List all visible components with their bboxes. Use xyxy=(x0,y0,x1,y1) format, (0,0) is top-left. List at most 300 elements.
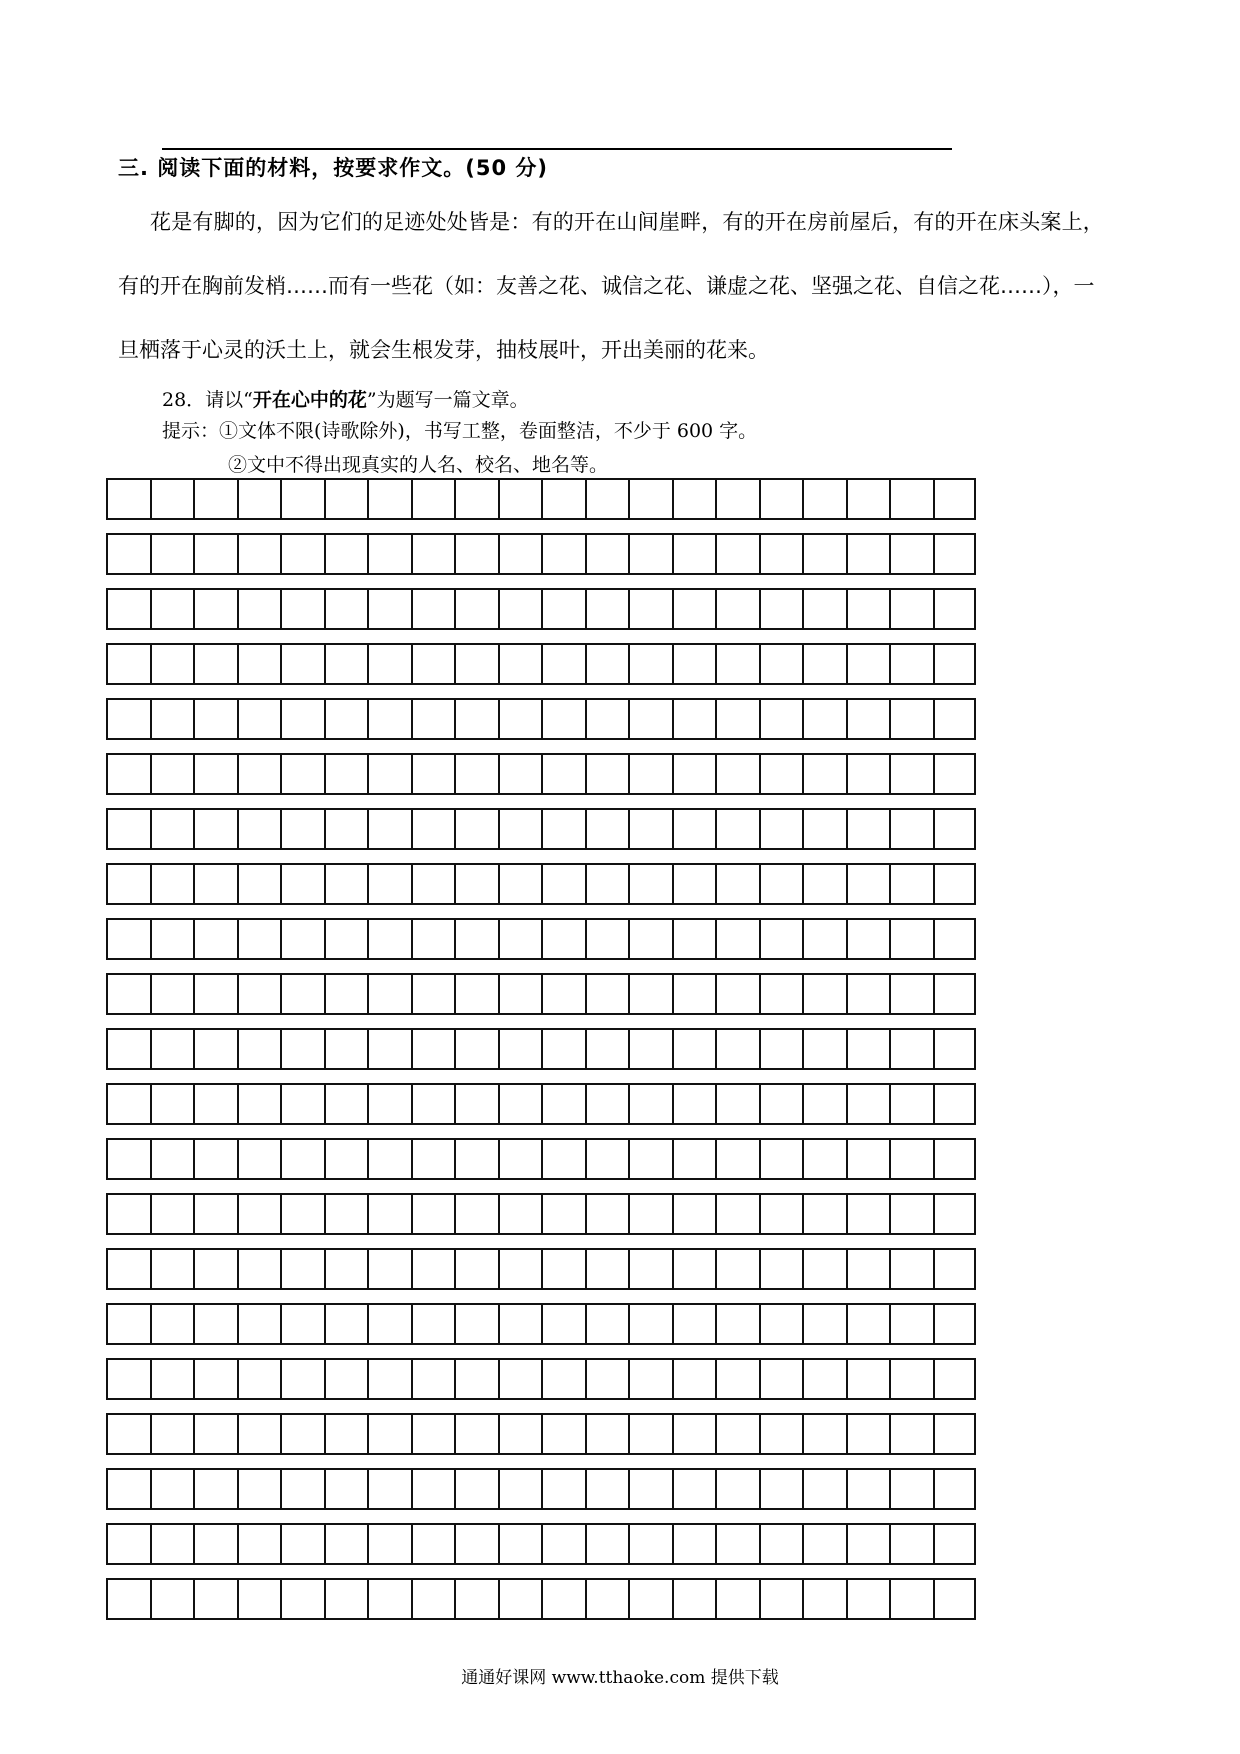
grid-cell[interactable] xyxy=(280,918,324,960)
grid-cell[interactable] xyxy=(628,863,672,905)
grid-cell[interactable] xyxy=(498,1523,542,1565)
grid-cell[interactable] xyxy=(802,918,846,960)
grid-cell[interactable] xyxy=(280,753,324,795)
grid-cell[interactable] xyxy=(498,863,542,905)
grid-cell[interactable] xyxy=(411,1468,455,1510)
grid-cell[interactable] xyxy=(715,1193,759,1235)
grid-cell[interactable] xyxy=(628,1138,672,1180)
grid-cell[interactable] xyxy=(193,1358,237,1400)
grid-cell[interactable] xyxy=(672,1083,716,1125)
grid-cell[interactable] xyxy=(759,478,803,520)
grid-cell[interactable] xyxy=(585,1303,629,1345)
grid-cell[interactable] xyxy=(759,643,803,685)
grid-cell[interactable] xyxy=(759,753,803,795)
grid-cell[interactable] xyxy=(672,1303,716,1345)
grid-cell[interactable] xyxy=(106,1523,150,1565)
grid-cell[interactable] xyxy=(237,1028,281,1070)
grid-cell[interactable] xyxy=(585,1248,629,1290)
grid-cell[interactable] xyxy=(498,1303,542,1345)
grid-cell[interactable] xyxy=(106,808,150,850)
grid-cell[interactable] xyxy=(759,1028,803,1070)
grid-cell[interactable] xyxy=(585,1028,629,1070)
grid-cell[interactable] xyxy=(498,1138,542,1180)
grid-cell[interactable] xyxy=(324,1138,368,1180)
grid-cell[interactable] xyxy=(193,863,237,905)
grid-cell[interactable] xyxy=(889,1193,933,1235)
grid-cell[interactable] xyxy=(411,863,455,905)
answer-grid[interactable] xyxy=(106,478,978,1633)
grid-cell[interactable] xyxy=(585,1193,629,1235)
grid-cell[interactable] xyxy=(106,643,150,685)
grid-cell[interactable] xyxy=(237,1413,281,1455)
grid-cell[interactable] xyxy=(628,1028,672,1070)
grid-cell[interactable] xyxy=(454,1193,498,1235)
grid-cell[interactable] xyxy=(933,1248,977,1290)
grid-cell[interactable] xyxy=(237,1248,281,1290)
grid-cell[interactable] xyxy=(280,1303,324,1345)
grid-cell[interactable] xyxy=(280,533,324,575)
grid-cell[interactable] xyxy=(715,643,759,685)
grid-cell[interactable] xyxy=(802,753,846,795)
grid-cell[interactable] xyxy=(411,973,455,1015)
grid-cell[interactable] xyxy=(193,1193,237,1235)
grid-cell[interactable] xyxy=(541,1578,585,1620)
grid-cell[interactable] xyxy=(367,588,411,630)
grid-cell[interactable] xyxy=(454,1303,498,1345)
grid-cell[interactable] xyxy=(367,808,411,850)
grid-cell[interactable] xyxy=(280,588,324,630)
grid-cell[interactable] xyxy=(411,1193,455,1235)
grid-cell[interactable] xyxy=(715,863,759,905)
grid-cell[interactable] xyxy=(889,533,933,575)
grid-cell[interactable] xyxy=(715,918,759,960)
grid-cell[interactable] xyxy=(715,753,759,795)
grid-cell[interactable] xyxy=(889,808,933,850)
grid-cell[interactable] xyxy=(933,1028,977,1070)
grid-cell[interactable] xyxy=(411,1578,455,1620)
grid-cell[interactable] xyxy=(150,588,194,630)
grid-cell[interactable] xyxy=(193,1083,237,1125)
grid-cell[interactable] xyxy=(454,1413,498,1455)
grid-cell[interactable] xyxy=(759,588,803,630)
grid-cell[interactable] xyxy=(759,808,803,850)
grid-cell[interactable] xyxy=(628,1578,672,1620)
grid-cell[interactable] xyxy=(193,1578,237,1620)
grid-cell[interactable] xyxy=(106,698,150,740)
grid-cell[interactable] xyxy=(106,973,150,1015)
grid-cell[interactable] xyxy=(237,1138,281,1180)
grid-cell[interactable] xyxy=(498,1413,542,1455)
grid-cell[interactable] xyxy=(541,918,585,960)
grid-cell[interactable] xyxy=(759,1083,803,1125)
grid-cell[interactable] xyxy=(150,1413,194,1455)
grid-cell[interactable] xyxy=(367,1028,411,1070)
grid-cell[interactable] xyxy=(454,1523,498,1565)
grid-cell[interactable] xyxy=(672,1413,716,1455)
grid-cell[interactable] xyxy=(846,1413,890,1455)
grid-cell[interactable] xyxy=(193,753,237,795)
grid-cell[interactable] xyxy=(933,1358,977,1400)
grid-cell[interactable] xyxy=(802,1413,846,1455)
grid-cell[interactable] xyxy=(759,863,803,905)
grid-cell[interactable] xyxy=(280,1578,324,1620)
grid-cell[interactable] xyxy=(585,918,629,960)
grid-cell[interactable] xyxy=(715,588,759,630)
grid-cell[interactable] xyxy=(193,533,237,575)
grid-cell[interactable] xyxy=(411,753,455,795)
grid-cell[interactable] xyxy=(367,753,411,795)
grid-cell[interactable] xyxy=(585,1083,629,1125)
grid-cell[interactable] xyxy=(889,1468,933,1510)
grid-cell[interactable] xyxy=(367,863,411,905)
grid-cell[interactable] xyxy=(367,1303,411,1345)
grid-cell[interactable] xyxy=(106,1083,150,1125)
grid-cell[interactable] xyxy=(324,1468,368,1510)
grid-cell[interactable] xyxy=(759,918,803,960)
grid-cell[interactable] xyxy=(802,1468,846,1510)
grid-cell[interactable] xyxy=(193,1413,237,1455)
grid-cell[interactable] xyxy=(628,1193,672,1235)
grid-cell[interactable] xyxy=(280,1248,324,1290)
grid-cell[interactable] xyxy=(585,698,629,740)
grid-cell[interactable] xyxy=(498,533,542,575)
grid-cell[interactable] xyxy=(324,1578,368,1620)
grid-cell[interactable] xyxy=(498,1248,542,1290)
grid-cell[interactable] xyxy=(237,808,281,850)
grid-cell[interactable] xyxy=(672,533,716,575)
grid-cell[interactable] xyxy=(106,1578,150,1620)
grid-cell[interactable] xyxy=(889,1523,933,1565)
grid-cell[interactable] xyxy=(759,1193,803,1235)
grid-cell[interactable] xyxy=(541,1028,585,1070)
grid-cell[interactable] xyxy=(237,588,281,630)
grid-cell[interactable] xyxy=(759,1358,803,1400)
grid-cell[interactable] xyxy=(411,1523,455,1565)
grid-cell[interactable] xyxy=(802,533,846,575)
grid-cell[interactable] xyxy=(672,588,716,630)
grid-cell[interactable] xyxy=(715,1138,759,1180)
grid-cell[interactable] xyxy=(541,1523,585,1565)
grid-cell[interactable] xyxy=(846,643,890,685)
grid-cell[interactable] xyxy=(367,1248,411,1290)
grid-cell[interactable] xyxy=(628,753,672,795)
grid-cell[interactable] xyxy=(411,1028,455,1070)
grid-cell[interactable] xyxy=(541,478,585,520)
grid-cell[interactable] xyxy=(193,478,237,520)
grid-cell[interactable] xyxy=(193,1303,237,1345)
grid-cell[interactable] xyxy=(933,1138,977,1180)
grid-cell[interactable] xyxy=(498,1468,542,1510)
grid-cell[interactable] xyxy=(672,1138,716,1180)
grid-cell[interactable] xyxy=(541,863,585,905)
grid-cell[interactable] xyxy=(237,1303,281,1345)
grid-cell[interactable] xyxy=(324,478,368,520)
grid-cell[interactable] xyxy=(541,1193,585,1235)
grid-cell[interactable] xyxy=(498,1578,542,1620)
grid-cell[interactable] xyxy=(715,1358,759,1400)
grid-cell[interactable] xyxy=(541,808,585,850)
grid-cell[interactable] xyxy=(454,643,498,685)
grid-cell[interactable] xyxy=(193,918,237,960)
grid-cell[interactable] xyxy=(715,1303,759,1345)
grid-cell[interactable] xyxy=(106,918,150,960)
grid-cell[interactable] xyxy=(585,1468,629,1510)
grid-cell[interactable] xyxy=(324,1358,368,1400)
grid-cell[interactable] xyxy=(889,698,933,740)
grid-cell[interactable] xyxy=(367,698,411,740)
grid-cell[interactable] xyxy=(454,753,498,795)
grid-cell[interactable] xyxy=(106,1358,150,1400)
grid-cell[interactable] xyxy=(541,1303,585,1345)
grid-cell[interactable] xyxy=(106,588,150,630)
grid-cell[interactable] xyxy=(933,1083,977,1125)
grid-cell[interactable] xyxy=(802,1358,846,1400)
grid-cell[interactable] xyxy=(106,1248,150,1290)
grid-cell[interactable] xyxy=(715,1523,759,1565)
grid-cell[interactable] xyxy=(933,863,977,905)
grid-cell[interactable] xyxy=(585,973,629,1015)
grid-cell[interactable] xyxy=(541,1138,585,1180)
grid-cell[interactable] xyxy=(280,973,324,1015)
grid-cell[interactable] xyxy=(846,1578,890,1620)
grid-cell[interactable] xyxy=(889,1578,933,1620)
grid-cell[interactable] xyxy=(150,1193,194,1235)
grid-cell[interactable] xyxy=(106,1468,150,1510)
grid-cell[interactable] xyxy=(280,643,324,685)
grid-cell[interactable] xyxy=(324,533,368,575)
grid-cell[interactable] xyxy=(324,1413,368,1455)
grid-cell[interactable] xyxy=(324,1193,368,1235)
grid-cell[interactable] xyxy=(802,1138,846,1180)
grid-cell[interactable] xyxy=(889,1248,933,1290)
grid-cell[interactable] xyxy=(759,1138,803,1180)
grid-cell[interactable] xyxy=(324,1248,368,1290)
grid-cell[interactable] xyxy=(280,698,324,740)
grid-cell[interactable] xyxy=(889,753,933,795)
grid-cell[interactable] xyxy=(889,478,933,520)
grid-cell[interactable] xyxy=(193,698,237,740)
grid-cell[interactable] xyxy=(889,588,933,630)
grid-cell[interactable] xyxy=(280,808,324,850)
grid-cell[interactable] xyxy=(672,1028,716,1070)
grid-cell[interactable] xyxy=(498,808,542,850)
grid-cell[interactable] xyxy=(846,1028,890,1070)
grid-cell[interactable] xyxy=(846,973,890,1015)
grid-cell[interactable] xyxy=(454,1358,498,1400)
grid-cell[interactable] xyxy=(150,1138,194,1180)
grid-cell[interactable] xyxy=(498,973,542,1015)
grid-cell[interactable] xyxy=(541,643,585,685)
grid-cell[interactable] xyxy=(150,1028,194,1070)
grid-cell[interactable] xyxy=(715,1578,759,1620)
grid-cell[interactable] xyxy=(454,1468,498,1510)
grid-cell[interactable] xyxy=(846,863,890,905)
grid-cell[interactable] xyxy=(715,973,759,1015)
grid-cell[interactable] xyxy=(280,1523,324,1565)
grid-cell[interactable] xyxy=(150,1248,194,1290)
grid-cell[interactable] xyxy=(759,1303,803,1345)
grid-cell[interactable] xyxy=(411,1358,455,1400)
grid-cell[interactable] xyxy=(541,973,585,1015)
grid-cell[interactable] xyxy=(193,973,237,1015)
grid-cell[interactable] xyxy=(193,1138,237,1180)
grid-cell[interactable] xyxy=(628,588,672,630)
grid-cell[interactable] xyxy=(585,863,629,905)
grid-cell[interactable] xyxy=(237,1523,281,1565)
grid-cell[interactable] xyxy=(846,1468,890,1510)
grid-cell[interactable] xyxy=(846,478,890,520)
grid-cell[interactable] xyxy=(628,918,672,960)
grid-cell[interactable] xyxy=(237,698,281,740)
grid-cell[interactable] xyxy=(846,1303,890,1345)
grid-cell[interactable] xyxy=(411,918,455,960)
grid-cell[interactable] xyxy=(933,918,977,960)
grid-cell[interactable] xyxy=(237,1468,281,1510)
grid-cell[interactable] xyxy=(367,1413,411,1455)
grid-cell[interactable] xyxy=(889,1413,933,1455)
grid-cell[interactable] xyxy=(150,1083,194,1125)
grid-cell[interactable] xyxy=(846,1138,890,1180)
grid-cell[interactable] xyxy=(150,1523,194,1565)
grid-cell[interactable] xyxy=(585,1358,629,1400)
grid-cell[interactable] xyxy=(541,1468,585,1510)
grid-cell[interactable] xyxy=(846,918,890,960)
grid-cell[interactable] xyxy=(454,973,498,1015)
grid-cell[interactable] xyxy=(585,533,629,575)
grid-cell[interactable] xyxy=(150,918,194,960)
grid-cell[interactable] xyxy=(541,698,585,740)
grid-cell[interactable] xyxy=(541,1358,585,1400)
grid-cell[interactable] xyxy=(585,478,629,520)
grid-cell[interactable] xyxy=(498,1193,542,1235)
grid-cell[interactable] xyxy=(498,918,542,960)
grid-cell[interactable] xyxy=(324,698,368,740)
grid-cell[interactable] xyxy=(889,973,933,1015)
grid-cell[interactable] xyxy=(846,698,890,740)
grid-cell[interactable] xyxy=(411,1138,455,1180)
grid-cell[interactable] xyxy=(715,698,759,740)
grid-cell[interactable] xyxy=(411,808,455,850)
grid-cell[interactable] xyxy=(889,918,933,960)
grid-cell[interactable] xyxy=(672,643,716,685)
grid-cell[interactable] xyxy=(498,753,542,795)
grid-cell[interactable] xyxy=(367,918,411,960)
grid-cell[interactable] xyxy=(802,1248,846,1290)
grid-cell[interactable] xyxy=(933,643,977,685)
grid-cell[interactable] xyxy=(628,643,672,685)
grid-cell[interactable] xyxy=(933,588,977,630)
grid-cell[interactable] xyxy=(585,1578,629,1620)
grid-cell[interactable] xyxy=(672,753,716,795)
grid-cell[interactable] xyxy=(933,1413,977,1455)
grid-cell[interactable] xyxy=(237,1358,281,1400)
grid-cell[interactable] xyxy=(802,698,846,740)
grid-cell[interactable] xyxy=(759,698,803,740)
grid-cell[interactable] xyxy=(280,1028,324,1070)
grid-cell[interactable] xyxy=(454,863,498,905)
grid-cell[interactable] xyxy=(237,1193,281,1235)
grid-cell[interactable] xyxy=(150,753,194,795)
grid-cell[interactable] xyxy=(106,1028,150,1070)
grid-cell[interactable] xyxy=(933,1303,977,1345)
grid-cell[interactable] xyxy=(411,478,455,520)
grid-cell[interactable] xyxy=(324,753,368,795)
grid-cell[interactable] xyxy=(411,1083,455,1125)
grid-cell[interactable] xyxy=(846,1193,890,1235)
grid-cell[interactable] xyxy=(672,973,716,1015)
grid-cell[interactable] xyxy=(498,478,542,520)
grid-cell[interactable] xyxy=(802,1028,846,1070)
grid-cell[interactable] xyxy=(150,643,194,685)
grid-cell[interactable] xyxy=(846,588,890,630)
grid-cell[interactable] xyxy=(498,1358,542,1400)
grid-cell[interactable] xyxy=(454,808,498,850)
grid-cell[interactable] xyxy=(193,1523,237,1565)
grid-cell[interactable] xyxy=(454,1083,498,1125)
grid-cell[interactable] xyxy=(367,973,411,1015)
grid-cell[interactable] xyxy=(585,1413,629,1455)
grid-cell[interactable] xyxy=(454,1028,498,1070)
grid-cell[interactable] xyxy=(933,1193,977,1235)
grid-cell[interactable] xyxy=(106,1193,150,1235)
grid-cell[interactable] xyxy=(106,478,150,520)
grid-cell[interactable] xyxy=(106,863,150,905)
grid-cell[interactable] xyxy=(237,1083,281,1125)
grid-cell[interactable] xyxy=(150,973,194,1015)
grid-cell[interactable] xyxy=(802,588,846,630)
grid-cell[interactable] xyxy=(889,1358,933,1400)
grid-cell[interactable] xyxy=(324,1523,368,1565)
grid-cell[interactable] xyxy=(367,478,411,520)
grid-cell[interactable] xyxy=(454,918,498,960)
grid-cell[interactable] xyxy=(933,1578,977,1620)
grid-cell[interactable] xyxy=(672,1193,716,1235)
grid-cell[interactable] xyxy=(759,1523,803,1565)
grid-cell[interactable] xyxy=(237,533,281,575)
grid-cell[interactable] xyxy=(237,863,281,905)
grid-cell[interactable] xyxy=(585,1523,629,1565)
grid-cell[interactable] xyxy=(802,808,846,850)
grid-cell[interactable] xyxy=(193,643,237,685)
grid-cell[interactable] xyxy=(933,698,977,740)
grid-cell[interactable] xyxy=(541,533,585,575)
grid-cell[interactable] xyxy=(150,1358,194,1400)
grid-cell[interactable] xyxy=(672,1578,716,1620)
grid-cell[interactable] xyxy=(672,1248,716,1290)
grid-cell[interactable] xyxy=(628,533,672,575)
grid-cell[interactable] xyxy=(802,478,846,520)
grid-cell[interactable] xyxy=(759,973,803,1015)
grid-cell[interactable] xyxy=(672,478,716,520)
grid-cell[interactable] xyxy=(498,588,542,630)
grid-cell[interactable] xyxy=(367,1523,411,1565)
grid-cell[interactable] xyxy=(802,973,846,1015)
grid-cell[interactable] xyxy=(933,973,977,1015)
grid-cell[interactable] xyxy=(150,533,194,575)
grid-cell[interactable] xyxy=(150,863,194,905)
grid-cell[interactable] xyxy=(715,1248,759,1290)
grid-cell[interactable] xyxy=(933,1468,977,1510)
grid-cell[interactable] xyxy=(237,478,281,520)
grid-cell[interactable] xyxy=(541,1413,585,1455)
grid-cell[interactable] xyxy=(715,533,759,575)
grid-cell[interactable] xyxy=(628,973,672,1015)
grid-cell[interactable] xyxy=(715,1413,759,1455)
grid-cell[interactable] xyxy=(672,1468,716,1510)
grid-cell[interactable] xyxy=(237,1578,281,1620)
grid-cell[interactable] xyxy=(715,1083,759,1125)
grid-cell[interactable] xyxy=(280,1468,324,1510)
